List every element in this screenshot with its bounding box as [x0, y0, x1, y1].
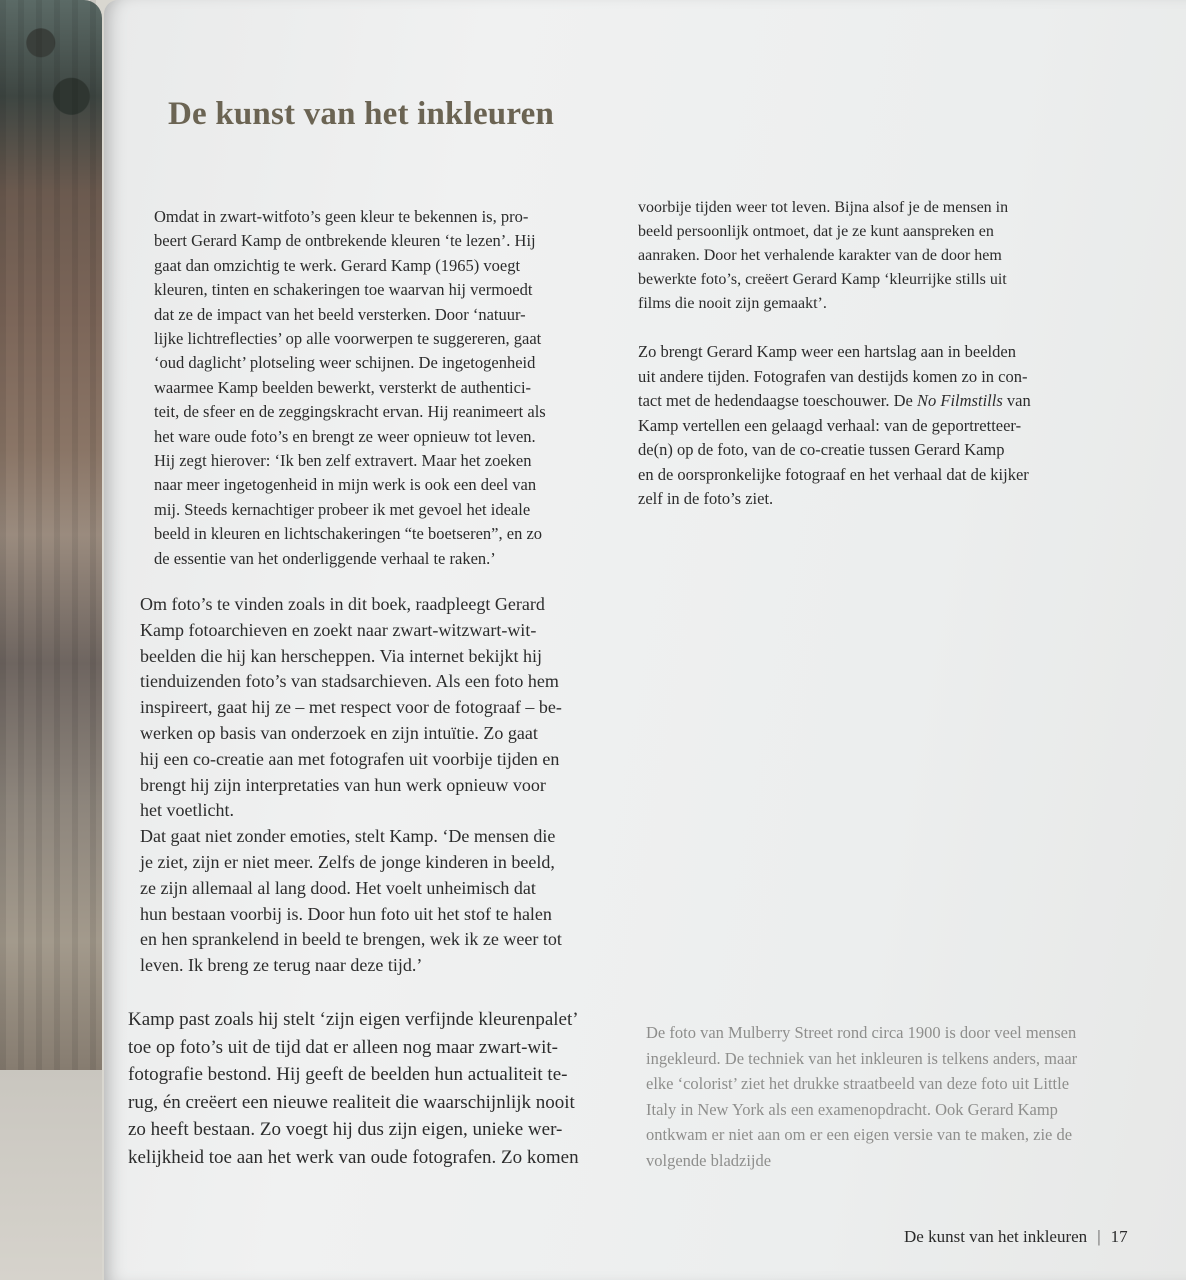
- text-line: bewerkte foto’s, creëert Gerard Kamp ‘kleurrijke stills uit: [638, 271, 1007, 288]
- text-line: beeld persoonlijk ontmoet, dat je ze kunt aanspreken en: [638, 223, 994, 240]
- text-line: Kamp vertellen een gelaagd verhaal: van de geportretteer-: [638, 415, 1022, 435]
- text-line: kelijkheid toe aan het werk van oude fotografen. Zo komen: [128, 1146, 579, 1168]
- caption-line: elke ‘colorist’ ziet het drukke straatbeeld van deze foto uit Little: [646, 1074, 1070, 1094]
- text-line: en de oorspronkelijke fotograaf en het verhaal dat de kijker: [638, 464, 1029, 484]
- page-footer: [904, 1227, 1128, 1247]
- text-line: gaat dan omzichtig te werk. Gerard Kamp (1965) voegt: [154, 255, 521, 275]
- text-line: Kamp fotoarchieven en zoekt naar zwart-witzwart-wit-: [140, 619, 537, 640]
- text-line: Om foto’s te vinden zoals in dit boek, raadpleegt Gerard: [140, 594, 545, 614]
- italic-title: No Filmstills: [917, 391, 1003, 410]
- left-column-paragraph-3: [128, 1006, 579, 1172]
- text-line: uit andere tijden. Fotografen van destijds komen zo in con-: [638, 366, 1028, 386]
- footer-separator: |: [1097, 1227, 1101, 1246]
- text-line: Zo brengt Gerard Kamp weer een hartslag aan in beelden: [638, 342, 1016, 361]
- text-line-with-italic: [638, 389, 1031, 414]
- right-column-paragraph-2: [638, 340, 1031, 512]
- text-line: voorbije tijden weer tot leven. Bijna alsof je de mensen in: [638, 199, 1009, 216]
- caption-line: ingekleurd. De techniek van het inkleuren is telkens anders, maar: [646, 1048, 1078, 1068]
- text-line: tienduizenden foto’s van stadsarchieven. Als een foto hem: [140, 671, 559, 692]
- text-line: rug, én creëert een nieuwe realiteit die waarschijnlijk nooit: [128, 1091, 575, 1113]
- text-line: Omdat in zwart-witfoto’s geen kleur te bekennen is, pro-: [154, 207, 529, 226]
- text-line: hij een co-creatie aan met fotografen uit voorbije tijden en: [140, 748, 560, 769]
- text-line: het ware oude foto’s en brengt ze weer opnieuw tot leven.: [154, 426, 536, 446]
- text-line: mij. Steeds kernachtiger probeer ik met gevoel het ideale: [154, 499, 531, 519]
- left-column-paragraph-1: [154, 205, 546, 571]
- text-line: leven. Ik breng ze terug naar deze tijd.’: [140, 955, 423, 976]
- text-line: Kamp past zoals hij stelt ‘zijn eigen verfijnde kleurenpalet’: [128, 1009, 579, 1030]
- text-line: dat ze de impact van het beeld versterken. Door ‘natuur-: [154, 304, 526, 324]
- text-line: lijke lichtreflecties’ op alle voorwerpen te suggereren, gaat: [154, 329, 542, 349]
- text-line: naar meer ingetogenheid in mijn werk is ook een deel van: [154, 475, 537, 495]
- photo-caption: [646, 1020, 1077, 1174]
- right-column-paragraph-1: [638, 196, 1008, 316]
- text-line: beert Gerard Kamp de ontbrekende kleuren ‘te lezen’. Hij: [154, 231, 536, 251]
- text-line: de essentie van het onderliggende verhaal te raken.’: [154, 548, 496, 568]
- caption-line: volgende bladzijde: [646, 1150, 772, 1170]
- caption-line: ontkwam er niet aan om er een eigen versie van te maken, zie de: [646, 1125, 1073, 1145]
- text-line: films die nooit zijn gemaakt’.: [638, 295, 827, 312]
- text-line: je ziet, zijn er niet meer. Zelfs de jonge kinderen in beeld,: [140, 851, 555, 872]
- text-line: fotografie bestond. Hij geeft de beelden hun actualiteit te-: [128, 1064, 568, 1086]
- text-line: beeld in kleuren en lichtschakeringen “te boetseren”, en zo: [154, 524, 543, 544]
- text-line: en hen sprankelend in beeld te brengen, wek ik ze weer tot: [140, 929, 562, 950]
- text-span: tact met de hedendaagse toeschouwer. De: [638, 391, 918, 410]
- text-line: werken op basis van onderzoek en zijn intuïtie. Zo gaat: [140, 722, 538, 743]
- text-line: de(n) op de foto, van de co-creatie tussen Gerard Kamp: [638, 440, 1005, 459]
- text-line: teit, de sfeer en de zeggingskracht ervan. Hij reanimeert als: [154, 402, 546, 422]
- text-span: van: [1002, 391, 1031, 410]
- text-line: kleuren, tinten en schakeringen toe waarvan hij vermoedt: [154, 280, 533, 300]
- running-title: De kunst van het inkleuren: [904, 1227, 1088, 1246]
- text-line: zo heeft bestaan. Zo voegt hij dus zijn eigen, unieke wer-: [128, 1119, 563, 1141]
- text-line: het voetlicht.: [140, 800, 234, 821]
- text-line: aanraken. Door het verhalende karakter van de door hem: [638, 247, 1002, 264]
- page-number: 17: [1110, 1227, 1128, 1246]
- text-line: brengt hij zijn interpretaties van hun werk opnieuw voor: [140, 774, 546, 795]
- text-line: ze zijn allemaal al lang dood. Het voelt unheimisch dat: [140, 877, 536, 898]
- text-line: Hij zegt hierover: ‘Ik ben zelf extravert. Maar het zoeken: [154, 451, 532, 471]
- facing-page-photo: [0, 0, 102, 1070]
- page-title: De kunst van het inkleuren: [168, 96, 555, 132]
- caption-line: Italy in New York als een examenopdracht. Ook Gerard Kamp: [646, 1099, 1058, 1119]
- text-line: waarmee Kamp beelden bewerkt, versterkt de authentici-: [154, 377, 532, 397]
- text-line: inspireert, gaat hij ze – met respect voor de fotograaf – be-: [140, 697, 562, 718]
- facing-page-edge: [0, 1070, 102, 1280]
- text-line: toe op foto’s uit de tijd dat er alleen nog maar zwart-wit-: [128, 1036, 558, 1058]
- left-column-paragraph-2: [140, 592, 562, 979]
- text-line: beelden die hij kan herscheppen. Via internet bekijkt hij: [140, 645, 542, 666]
- text-line: Dat gaat niet zonder emoties, stelt Kamp. ‘De mensen die: [140, 826, 556, 847]
- text-line: ‘oud daglicht’ plotseling weer schijnen. De ingetogenheid: [154, 353, 536, 373]
- caption-line: De foto van Mulberry Street rond circa 1900 is door veel mensen: [646, 1023, 1077, 1042]
- text-line: hun bestaan voorbij is. Door hun foto uit het stof te halen: [140, 903, 552, 924]
- text-line: zelf in de foto’s ziet.: [638, 489, 774, 508]
